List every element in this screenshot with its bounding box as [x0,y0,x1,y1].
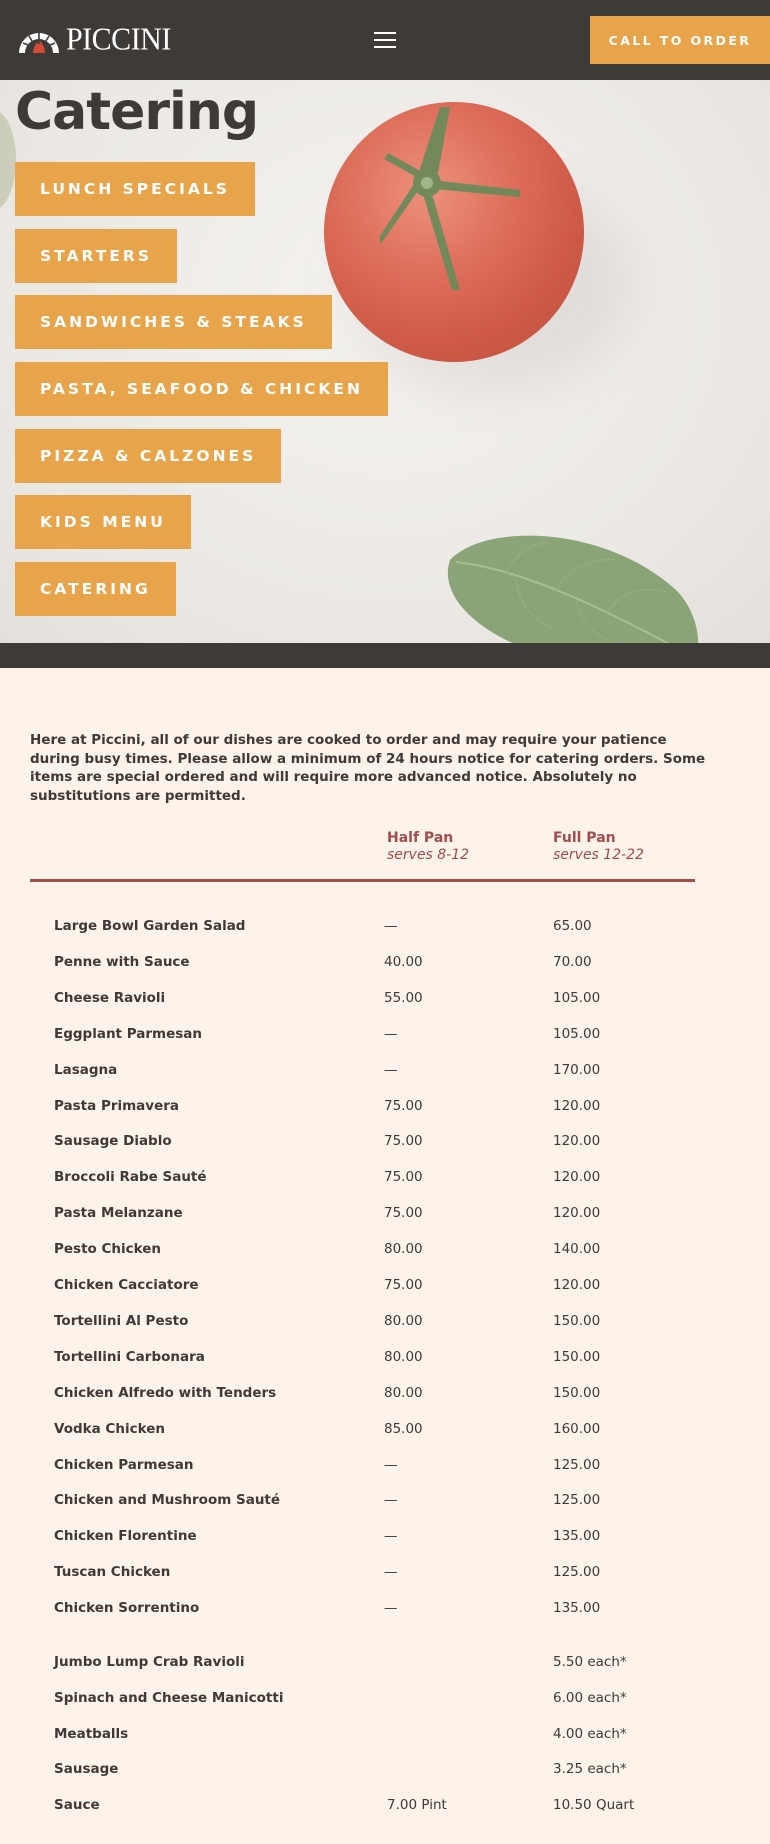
table-row [0,1167,770,1187]
full-pan-serves: serves 12-22 [553,847,644,863]
header-rule [30,879,695,882]
item-name: Tortellini Carbonara [54,1349,205,1365]
item-name: Tortellini Al Pesto [54,1313,189,1329]
half-pan-title: Half Pan [387,830,454,846]
table-row [0,1239,770,1259]
item-name: Eggplant Parmesan [54,1026,202,1042]
full-pan-column-header [553,830,644,864]
section-divider-band [0,643,770,668]
table-row [0,1203,770,1223]
half-pan-price: 75.00 [384,1098,423,1114]
menu-button-catering[interactable]: CATERING [15,562,176,616]
half-pan-price: — [384,1062,398,1078]
half-pan-price: 85.00 [384,1421,423,1437]
table-row [0,1024,770,1044]
item-name: Pasta Melanzane [54,1205,183,1221]
site-header [0,0,770,80]
half-pan-price: 55.00 [384,990,423,1006]
table-row [0,988,770,1008]
half-pan-price: 80.00 [384,1313,423,1329]
full-pan-price: 170.00 [553,1062,601,1078]
table-row [0,1060,770,1080]
full-pan-price: 135.00 [553,1528,601,1544]
full-pan-price: 5.50 each* [553,1654,627,1670]
page-title: Catering [15,82,259,142]
half-pan-price: 80.00 [384,1241,423,1257]
full-pan-price: 125.00 [553,1564,601,1580]
half-pan-price: — [384,1600,398,1616]
full-pan-price: 150.00 [553,1313,601,1329]
table-row [0,952,770,972]
half-pan-price: — [384,1564,398,1580]
full-pan-title: Full Pan [553,830,616,846]
table-row [0,1795,770,1815]
table-row [0,916,770,936]
spinach-leaf-image [446,530,706,643]
half-pan-serves: serves 8-12 [387,847,470,863]
piccini-logo[interactable] [16,24,171,56]
table-row [0,1455,770,1475]
item-name: Tuscan Chicken [54,1564,171,1580]
table-row [0,1131,770,1151]
item-name: Penne with Sauce [54,954,190,970]
full-pan-price: 10.50 Quart [553,1797,635,1813]
item-name: Chicken Florentine [54,1528,197,1544]
item-name: Lasagna [54,1062,118,1078]
logo-wordmark: PICCINI [66,22,171,57]
full-pan-price: 3.25 each* [553,1761,627,1777]
menu-button-pasta-seafood-chicken[interactable]: PASTA, SEAFOOD & CHICKEN [15,362,388,416]
half-pan-price: 75.00 [384,1277,423,1293]
menu-button-sandwiches-steaks[interactable]: SANDWICHES & STEAKS [15,295,332,349]
menu-button-pizza-calzones[interactable]: PIZZA & CALZONES [15,429,281,483]
table-row [0,1311,770,1331]
item-name: Cheese Ravioli [54,990,166,1006]
item-name: Vodka Chicken [54,1421,165,1437]
half-pan-column-header [387,830,469,864]
item-name: Sauce [54,1797,100,1813]
table-row [0,1598,770,1618]
item-name: Pasta Primavera [54,1098,180,1114]
tomato-stem-image [380,95,540,295]
full-pan-price: 105.00 [553,1026,601,1042]
half-pan-price: — [384,1026,398,1042]
full-pan-price: 150.00 [553,1349,601,1365]
full-pan-price: 150.00 [553,1385,601,1401]
half-pan-price: 75.00 [384,1133,423,1149]
item-name: Sausage [54,1761,119,1777]
item-name: Chicken Cacciatore [54,1277,199,1293]
menu-button-starters[interactable]: STARTERS [15,229,177,283]
item-name: Jumbo Lump Crab Ravioli [54,1654,245,1670]
full-pan-price: 120.00 [553,1098,601,1114]
full-pan-price: 120.00 [553,1133,601,1149]
table-row [0,1275,770,1295]
item-name: Pesto Chicken [54,1241,162,1257]
table-row [0,1096,770,1116]
table-row [0,1347,770,1367]
half-pan-price: — [384,1457,398,1473]
full-pan-price: 65.00 [553,918,592,934]
full-pan-price: 160.00 [553,1421,601,1437]
table-row [0,1688,770,1708]
table-row [0,1652,770,1672]
table-row [0,1490,770,1510]
table-row [0,1526,770,1546]
full-pan-price: 105.00 [553,990,601,1006]
full-pan-price: 125.00 [553,1492,601,1508]
full-pan-price: 6.00 each* [553,1690,627,1706]
full-pan-price: 135.00 [553,1600,601,1616]
half-pan-price: — [384,1492,398,1508]
item-name: Chicken and Mushroom Sauté [54,1492,281,1508]
full-pan-price: 4.00 each* [553,1726,627,1742]
call-to-order-button[interactable]: CALL TO ORDER [590,16,770,64]
table-row [0,1724,770,1744]
item-name: Chicken Sorrentino [54,1600,200,1616]
item-name: Spinach and Cheese Manicotti [54,1690,284,1706]
half-pan-price: — [384,918,398,934]
full-pan-price: 125.00 [553,1457,601,1473]
table-row [0,1562,770,1582]
half-pan-price: 75.00 [384,1169,423,1185]
table-row [0,1419,770,1439]
menu-button-kids-menu[interactable]: KIDS MENU [15,495,191,549]
full-pan-price: 70.00 [553,954,592,970]
item-name: Meatballs [54,1726,129,1742]
table-row [0,1759,770,1779]
hamburger-menu-icon[interactable] [374,32,396,50]
item-name: Chicken Alfredo with Tenders [54,1385,277,1401]
half-pan-price: 80.00 [384,1349,423,1365]
item-name: Broccoli Rabe Sauté [54,1169,207,1185]
full-pan-price: 120.00 [553,1277,601,1293]
half-pan-price: — [384,1528,398,1544]
full-pan-price: 120.00 [553,1169,601,1185]
catering-intro-text: Here at Piccini, all of our dishes are cooked to order and may require your patience during busy times. Please allow a minimum of 24 hours notice for catering orders. Some items are special ordered and will require more advanced notice. Absolutely no substitutions are permitted. [30,732,706,804]
item-name: Sausage Diablo [54,1133,172,1149]
table-row [0,1383,770,1403]
menu-button-lunch-specials[interactable]: LUNCH SPECIALS [15,162,255,216]
full-pan-price: 140.00 [553,1241,601,1257]
hero-section [0,80,770,643]
half-pan-price: 40.00 [384,954,423,970]
pizza-oven-logo-icon [16,25,62,55]
half-pan-price: 80.00 [384,1385,423,1401]
item-name: Chicken Parmesan [54,1457,194,1473]
half-pan-price: 7.00 Pint [387,1797,447,1813]
item-name: Large Bowl Garden Salad [54,918,246,934]
half-pan-price: 75.00 [384,1205,423,1221]
full-pan-price: 120.00 [553,1205,601,1221]
